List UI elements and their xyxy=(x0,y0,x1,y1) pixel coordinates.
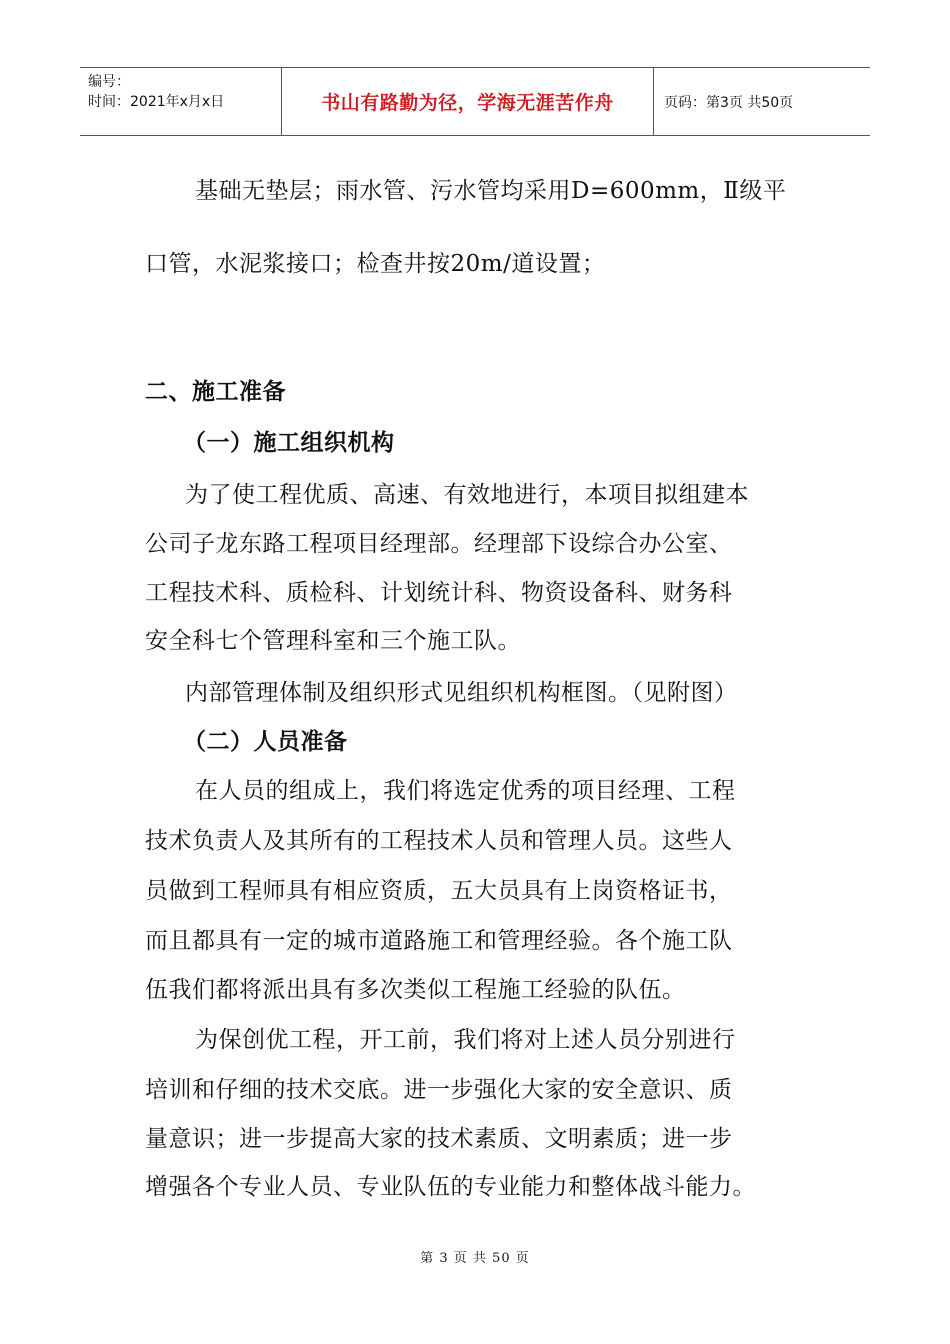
paragraph-line: 在人员的组成上，我们将选定优秀的项目经理、工程 xyxy=(195,778,736,804)
page-footer: 第 3 页 共 50 页 xyxy=(420,1251,530,1266)
paragraph-line: 量意识；进一步提高大家的技术素质、文明素质；进一步 xyxy=(145,1126,733,1152)
paragraph-line: 伍我们都将派出具有多次类似工程施工经验的队伍。 xyxy=(145,977,686,1003)
paragraph-line: 安全科七个管理科室和三个施工队。 xyxy=(145,628,521,654)
paragraph-line: 内部管理体制及组织形式见组织机构框图。（见附图） xyxy=(185,680,738,706)
header-page-info: 页码：第3页 共50页 xyxy=(664,94,794,111)
header-motto: 书山有路勤为径，学海无涯苦作舟 xyxy=(282,68,654,135)
subsection-heading: （一）施工组织机构 xyxy=(183,430,395,456)
paragraph-line: 为保创优工程，开工前，我们将对上述人员分别进行 xyxy=(195,1027,736,1053)
subsection-heading: （二）人员准备 xyxy=(183,729,348,755)
paragraph-line: 公司子龙东路工程项目经理部。经理部下设综合办公室、 xyxy=(145,531,733,557)
paragraph-line: 为了使工程优质、高速、有效地进行，本项目拟组建本 xyxy=(185,482,749,508)
paragraph-line: 技术负责人及其所有的工程技术人员和管理人员。这些人 xyxy=(145,828,733,854)
paragraph-line: 增强各个专业人员、专业队伍的专业能力和整体战斗能力。 xyxy=(145,1174,756,1200)
document-time-label: 时间：2021年x月x日 xyxy=(88,94,225,110)
paragraph-line: 工程技术科、质检科、计划统计科、物资设备科、财务科 xyxy=(145,580,733,606)
header-meta xyxy=(80,68,282,135)
document-number-label: 编号： xyxy=(88,74,130,90)
section-heading: 二、施工准备 xyxy=(145,379,286,405)
paragraph-line: 而且都具有一定的城市道路施工和管理经验。各个施工队 xyxy=(145,928,733,954)
page-header xyxy=(80,67,870,136)
paragraph-line: 培训和仔细的技术交底。进一步强化大家的安全意识、质 xyxy=(145,1077,733,1103)
paragraph-line: 基础无垫层；雨水管、污水管均采用D=600mm，Ⅱ级平 xyxy=(195,178,787,204)
paragraph-line: 员做到工程师具有相应资质，五大员具有上岗资格证书， xyxy=(145,878,733,904)
paragraph-line: 口管，水泥浆接口；检查井按20m/道设置； xyxy=(145,251,606,277)
